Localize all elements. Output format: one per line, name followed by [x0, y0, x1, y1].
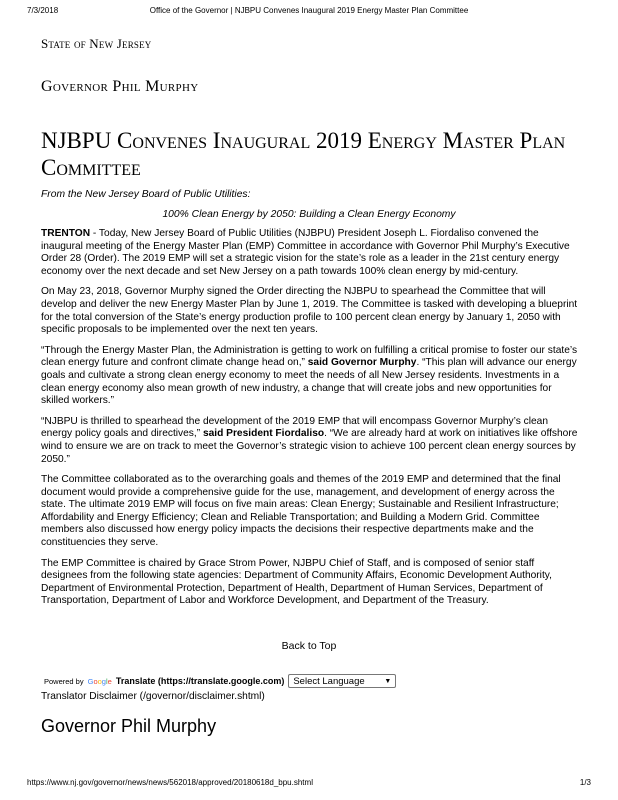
article-subhead: 100% Clean Energy by 2050: Building a Clean Energy Economy	[162, 209, 456, 220]
article-body	[41, 228, 581, 616]
article-title: NJBPU Convenes Inaugural 2019 Energy Master Plan Committee	[41, 128, 566, 180]
print-url: https://www.nj.gov/governor/news/news/562018/approved/20180618d_bpu.shtml	[27, 778, 313, 787]
print-date: 7/3/2018	[27, 6, 59, 15]
translate-link[interactable]: Translate (https://translate.google.com)	[115, 676, 285, 686]
paragraph-3-rest: . “This plan will advance our energy goals and cultivate a strong clean energy economy to meet the needs of all New Jersey residents. Investments in a clean energy economy also mean growth of new industry, a change that will create jobs and new opportunities for skilled workers.”	[41, 357, 577, 407]
dateline: TRENTON	[41, 228, 91, 239]
dropdown-caret-icon: ▼	[384, 677, 392, 685]
print-header	[0, 6, 618, 18]
translator-disclaimer-link[interactable]: Translator Disclaimer (/governor/disclaimer.shtml)	[41, 691, 265, 702]
footer-governor-name: Governor Phil Murphy	[41, 716, 217, 736]
translate-widget	[44, 672, 396, 690]
governor-name-link[interactable]: Governor Phil Murphy	[41, 78, 199, 95]
paragraph-4	[41, 416, 581, 466]
language-select-value: Select Language	[293, 675, 365, 687]
back-to-top-link[interactable]: Back to Top	[281, 640, 337, 652]
paragraph-3-attribution: said Governor Murphy	[307, 357, 417, 369]
paragraph-4-quote: “NJBPU is thrilled to spearhead the development of the 2019 EMP that will encompass Governor Murphy’s clean energy policy goals and directives,”	[41, 415, 548, 440]
paragraph-2: On May 23, 2018, Governor Murphy signed the Order directing the NJBPU to spearhead the Committee that will develop and deliver the new Energy Master Plan by June 1, 2019. The Committee is tasked with developing a blueprint for the total conversion of the State’s energy production profile to 100 percent clean energy by January 1, 2050 with specific proposals to be implemented over the next ten years.	[41, 286, 578, 336]
paragraph-6: The EMP Committee is chaired by Grace Strom Power, NJBPU Chief of Staff, and is composed of senior staff designees from the following state agencies: Department of Community Affairs, Economic Development Authority, Department of Environmental Protection, Department of Health, Department of Human Services, Department of Transportation, Department of Labor and Workforce Development, and Department of the Treasury.	[41, 557, 552, 607]
paragraph-4-attribution: said President Fiordaliso	[202, 428, 325, 440]
paragraph-1-text: - Today, New Jersey Board of Public Utilities (NJBPU) President Joseph L. Fiordaliso convened the inaugural meeting of the Energy Master Plan (EMP) Committee in accordance with Governor Phil Murphy’s Executive Order 28 (Order). The 2019 EMP will set a strategic vision for the state’s role as a leader in the 21st century energy economy over the next decade and set New Jersey on a path towards 100% clean energy by mid-century.	[41, 228, 570, 277]
article-source: From the New Jersey Board of Public Utilities:	[41, 189, 251, 200]
page-number: 1/3	[579, 778, 591, 787]
paragraph-3-quote: “Through the Energy Master Plan, the Administration is getting to work on fulfilling a critical promise to foster our state’s clean energy future and confront climate change head on,”	[41, 344, 578, 369]
paragraph-1	[41, 228, 581, 278]
language-select[interactable]	[288, 674, 396, 688]
paragraph-3	[41, 345, 581, 408]
google-logo: Google	[87, 676, 112, 686]
powered-by-label: Powered by	[44, 676, 84, 686]
paragraph-5: The Committee collaborated as to the overarching goals and themes of the 2019 EMP and determined that the final document would provide a comprehensive guide for the use, management, and development of energy across the state. The ultimate 2019 EMP will focus on five main areas: Clean Energy; Sustainable and Resilient Infrastructure; Affordability and Energy Efficiency; Clean and Reliable Transportation; and Building a Modern Grid. Committee members also discussed how energy policy impacts the decisions their respective departments make and the constituencies they serve.	[41, 474, 561, 549]
state-name-link[interactable]: State of New Jersey	[41, 36, 152, 51]
paragraph-4-rest: . “We are already hard at work on initiatives like offshore wind to ensure we are on track to meet the Governor’s strategic vision to achieve 100 percent clean energy sources by 2050.”	[41, 428, 578, 465]
print-page-title: Office of the Governor | NJBPU Convenes Inaugural 2019 Energy Master Plan Committee	[149, 6, 469, 15]
